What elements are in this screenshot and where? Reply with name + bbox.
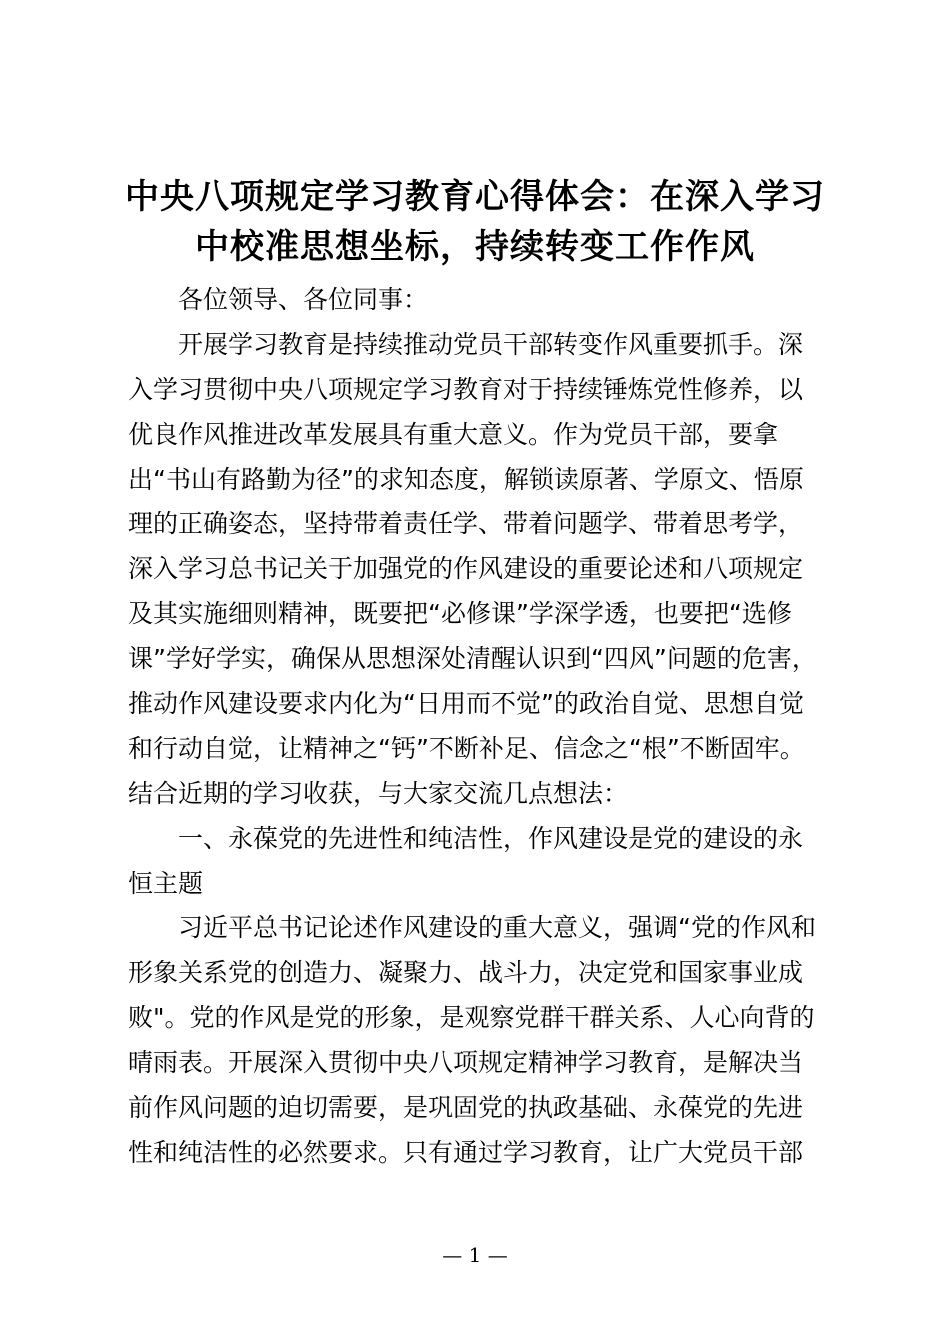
salutation: 各位领导、各位同事：	[178, 285, 429, 314]
paragraph-line: 优良作风推进改革发展具有重大意义。作为党员干部，要拿	[128, 419, 779, 449]
paragraph-line: 及其实施细则精神，既要把“必修课”学深学透，也要把“选修	[128, 599, 792, 629]
page-number: — 1 —	[442, 1243, 508, 1267]
paragraph-line: 形象关系党的创造力、凝聚力、战斗力，决定党和国家事业成	[128, 958, 804, 988]
paragraph-line: 开展学习教育是持续推动党员干部转变作风重要抓手。深	[178, 329, 804, 359]
paragraph-line: 出“书山有路勤为径”的求知态度，解锁读原著、学原文、悟原	[128, 464, 804, 494]
paragraph-line: 晴雨表。开展深入贯彻中央八项规定精神学习教育，是解决当	[128, 1048, 804, 1078]
paragraph-line: 结合近期的学习收获，与大家交流几点想法：	[128, 778, 629, 808]
paragraph-line: 和行动自觉，让精神之“钙”不断补足、信念之“根”不断固牢。	[128, 733, 805, 763]
paragraph-line: 推动作风建设要求内化为“日用而不觉”的政治自觉、思想自觉	[128, 689, 804, 719]
paragraph-line: 入学习贯彻中央八项规定学习教育对于持续锤炼党性修养，以	[128, 374, 804, 404]
document-body	[128, 278, 828, 1176]
title-line: 中央八项规定学习教育心得体会：在深入学习	[125, 177, 825, 217]
paragraph-line: 深入学习总书记关于加强党的作风建设的重要论述和八项规定	[128, 554, 804, 584]
paragraph-line: 习近平总书记论述作风建设的重大意义，强调“党的作风和	[178, 913, 816, 943]
section-heading: 恒主题	[128, 868, 204, 898]
paragraph-line: 课”学好学实，确保从思想深处清醒认识到“四风”问题的危害，	[128, 644, 817, 674]
paragraph-line: 败"。党的作风是党的形象，是观察党群干群关系、人心向背的	[128, 1003, 815, 1033]
paragraph-line: 前作风问题的迫切需要，是巩固党的执政基础、永葆党的先进	[128, 1093, 804, 1123]
section-heading: 一、永葆党的先进性和纯洁性，作风建设是党的建设的永	[178, 823, 804, 853]
paragraph-line: 理的正确姿态，坚持带着责任学、带着问题学、带着思考学，	[128, 509, 804, 539]
document-title	[100, 172, 850, 272]
paragraph-line: 性和纯洁性的必然要求。只有通过学习教育，让广大党员干部	[128, 1137, 804, 1167]
title-line: 中校准思想坐标，持续转变工作作风	[195, 227, 755, 267]
